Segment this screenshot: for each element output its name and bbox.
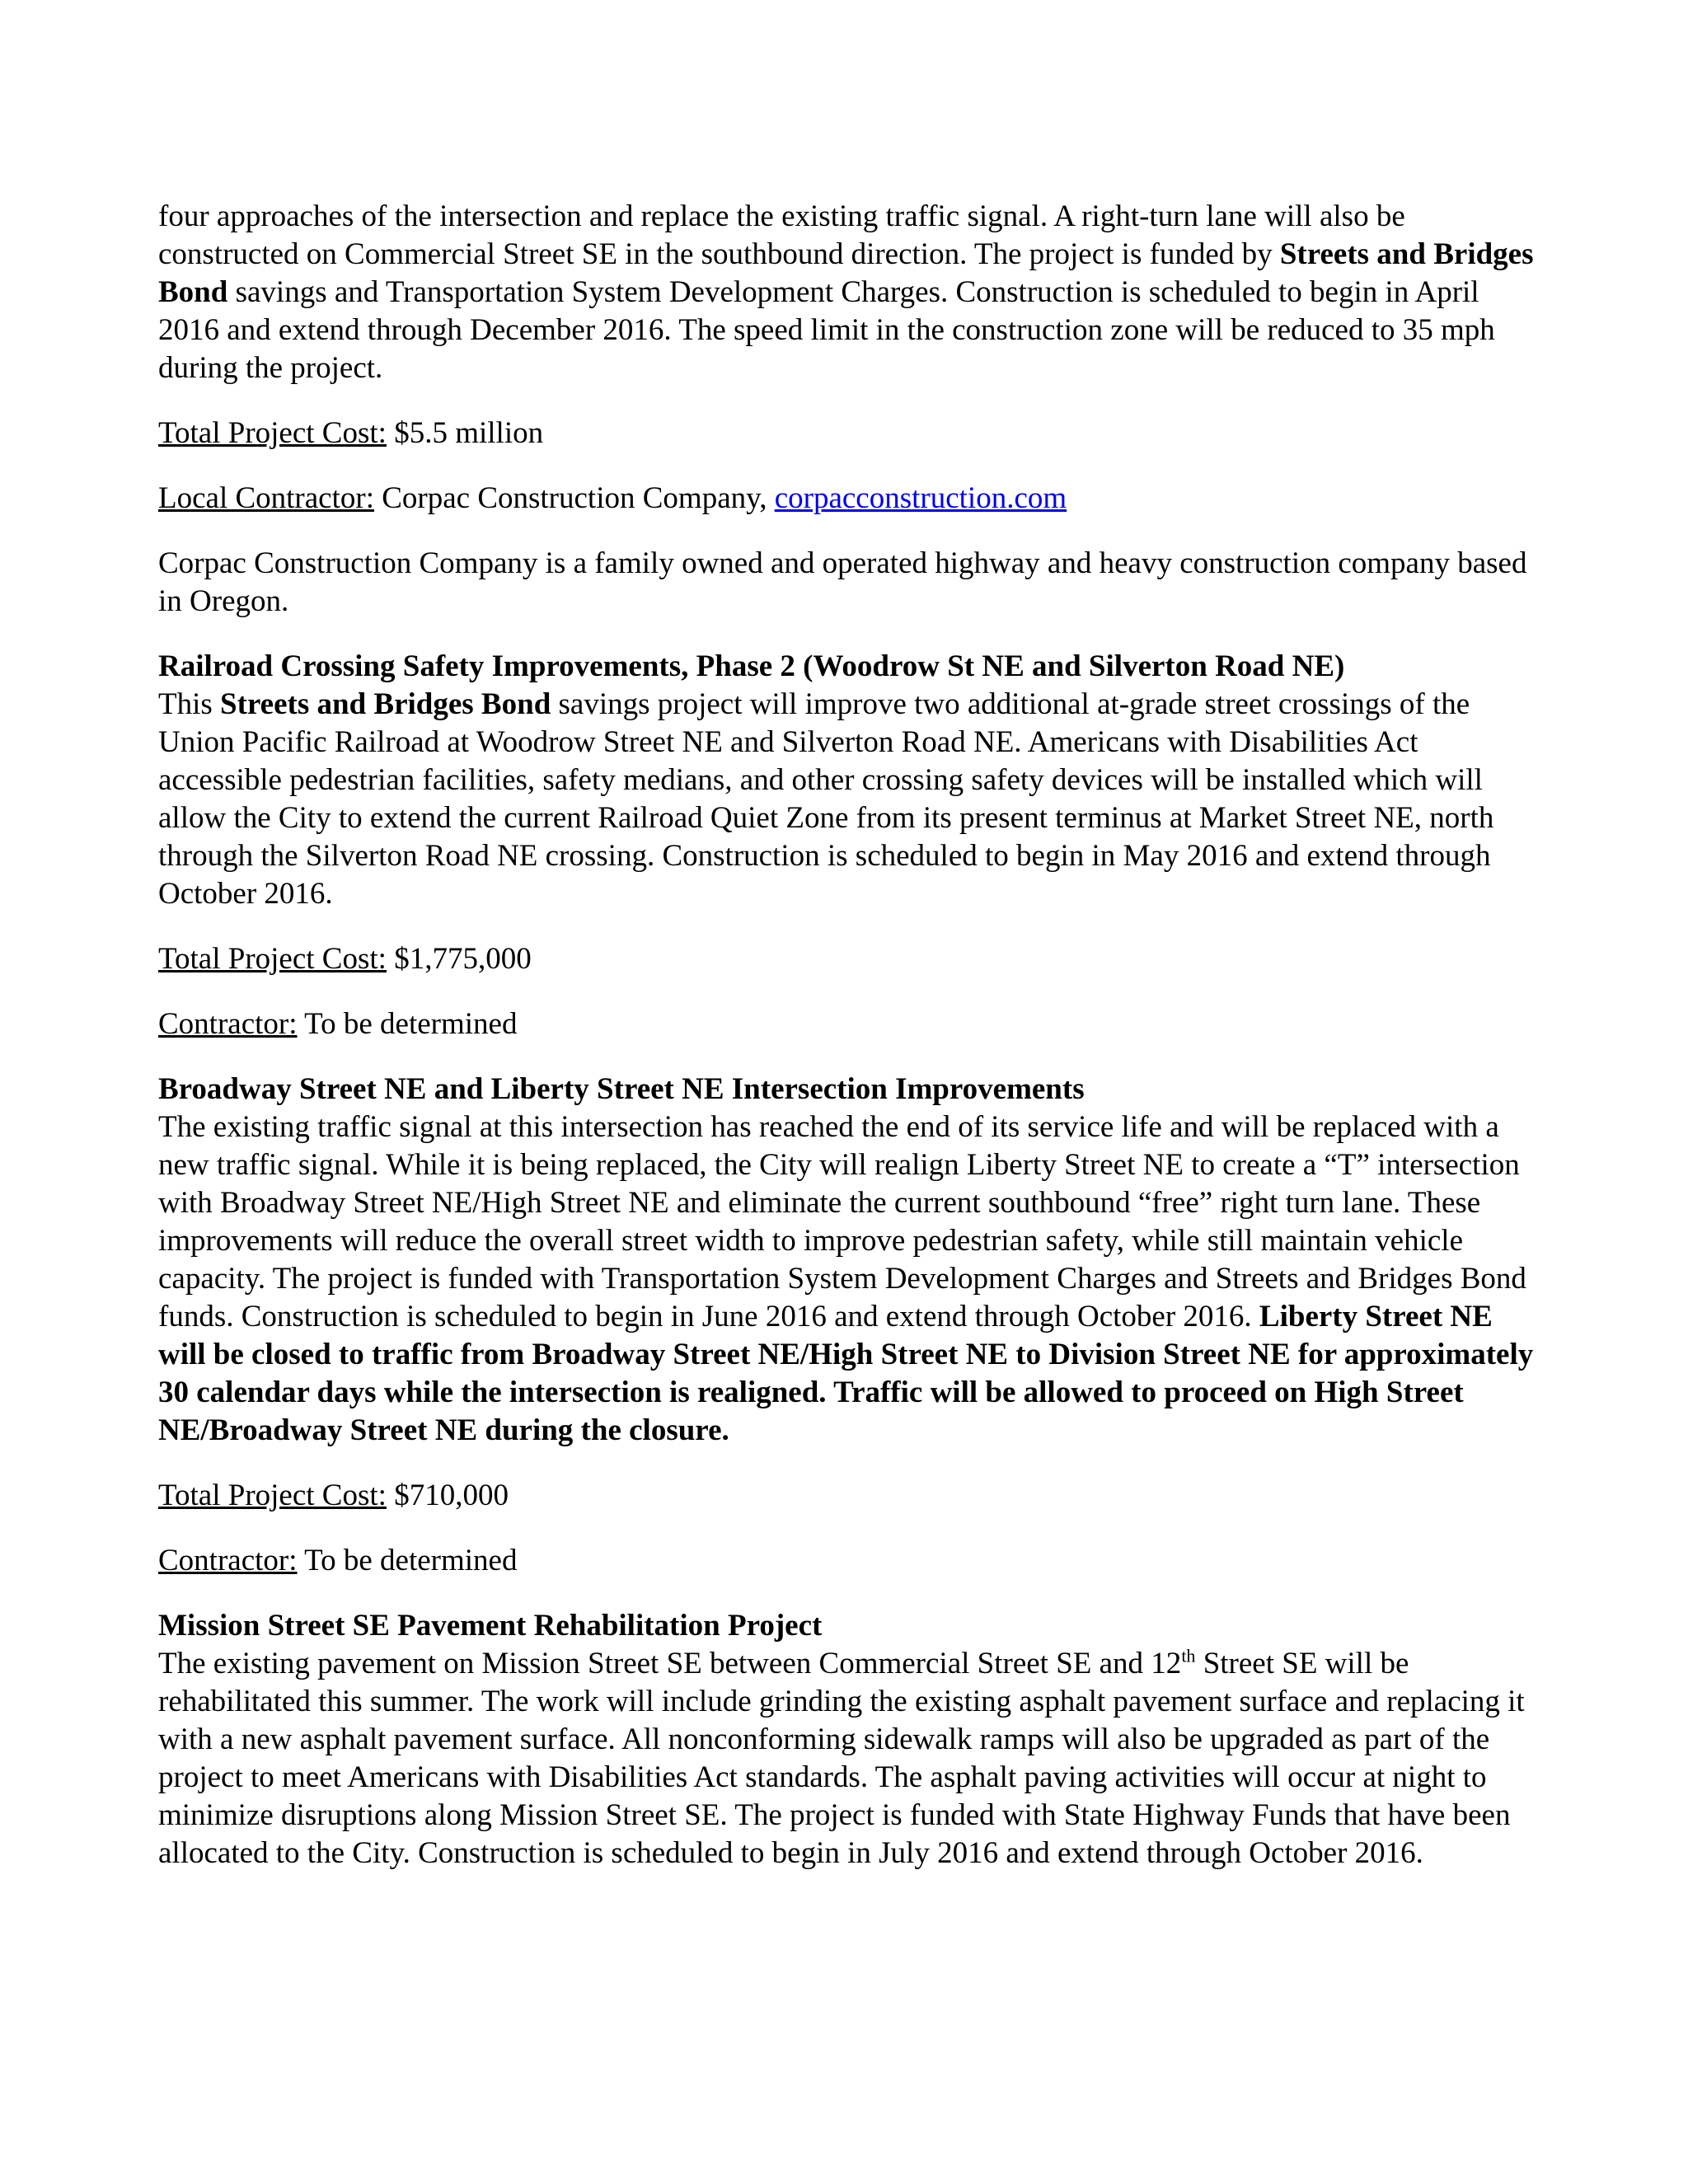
contractor-label: Local Contractor: [158, 481, 374, 515]
project4-section [158, 1607, 1540, 1872]
project3-bold-closure: Liberty Street NE will be closed to traffic from Broadway Street NE/High Street NE to Division Street NE for approximately 30 calendar days while the intersection is realigned. Traffic will be allowed to proceed on High Street NE/Broadway Street NE during the closure. [158, 1300, 1534, 1447]
cost-label: Total Project Cost: [158, 416, 387, 450]
project1-cost [158, 415, 1540, 452]
ordinal-superscript: th [1181, 1645, 1196, 1666]
intro-bold-bond: Streets and Bridges Bond [158, 237, 1534, 309]
project2-section [158, 648, 1540, 913]
cost-value: $1,775,000 [386, 942, 532, 976]
project3-section [158, 1071, 1540, 1450]
cost-value: $5.5 million [386, 416, 544, 450]
contractor-label: Contractor: [158, 1007, 298, 1041]
project4-text-1: The existing pavement on Mission Street SE between Commercial Street SE and 12 [158, 1647, 1182, 1680]
cost-value: $710,000 [386, 1479, 509, 1512]
project3-contractor [158, 1542, 1540, 1580]
contractor-value: Corpac Construction Company, [373, 481, 775, 515]
project3-cost [158, 1477, 1540, 1515]
intro-text-1: four approaches of the intersection and replace the existing traffic signal. A right-turn lane will also be constructed on Commercial Street SE in the southbound direction. The project is funded by [158, 199, 1405, 271]
project1-contractor-description: Corpac Construction Company is a family owned and operated highway and heavy construction company based in Oregon. [158, 546, 1527, 618]
project2-text-1: This [158, 687, 221, 721]
project4-text-2: Street SE will be rehabilitated this summer. The work will include grinding the existing asphalt pavement surface and replacing it with a new asphalt pavement surface. All nonconforming sidewalk ramps will also be upgraded as part of the project to meet Americans with Disabilities Act standards. The asphalt paving activities will occur at night to minimize disruptions along Mission Street SE. The project is funded with State Highway Funds that have been allocated to the City. Construction is scheduled to begin in July 2016 and extend through October 2016. [158, 1647, 1525, 1870]
project2-contractor [158, 1005, 1540, 1043]
cost-label: Total Project Cost: [158, 942, 387, 976]
intro-paragraph [158, 198, 1540, 387]
project2-text-2: savings project will improve two additional at-grade street crossings of the Union Pacific Railroad at Woodrow Street NE and Silverton Road NE. Americans with Disabilities Act accessible pedestrian facilities, safety medians, and other crossing safety devices will be installed which will allow the City to extend the current Railroad Quiet Zone from its present terminus at Market Street NE, north through the Silverton Road NE crossing. Construction is scheduled to begin in May 2016 and extend through October 2016. [158, 687, 1494, 911]
contractor-value: To be determined [297, 1544, 518, 1577]
project3-title: Broadway Street NE and Liberty Street NE Intersection Improvements [158, 1072, 1085, 1106]
contractor-website-link[interactable]: corpacconstruction.com [774, 481, 1067, 515]
project4-title: Mission Street SE Pavement Rehabilitation Project [158, 1609, 823, 1643]
project2-cost [158, 940, 1540, 978]
contractor-value: To be determined [297, 1007, 518, 1041]
project1-contractor [158, 480, 1540, 518]
project2-title: Railroad Crossing Safety Improvements, Phase 2 (Woodrow St NE and Silverton Road NE) [158, 649, 1345, 683]
project3-text-1: The existing traffic signal at this intersection has reached the end of its service life and will be replaced with a new traffic signal. While it is being replaced, the City will realign Liberty Street NE to create a “T” intersection with Broadway Street NE/High Street NE and eliminate the current southbound “free” right turn lane. These improvements will reduce the overall street width to improve pedestrian safety, while still maintain vehicle capacity. The project is funded with Transportation System Development Charges and Streets and Bridges Bond funds. Construction is scheduled to begin in June 2016 and extend through October 2016. [158, 1110, 1526, 1333]
contractor-label: Contractor: [158, 1544, 298, 1577]
project2-bold-bond: Streets and Bridges Bond [220, 687, 551, 721]
cost-label: Total Project Cost: [158, 1479, 387, 1512]
intro-text-2: savings and Transportation System Development Charges. Construction is scheduled to begin in April 2016 and extend through December 2016. The speed limit in the construction zone will be reduced to 35 mph during the project. [158, 275, 1495, 385]
